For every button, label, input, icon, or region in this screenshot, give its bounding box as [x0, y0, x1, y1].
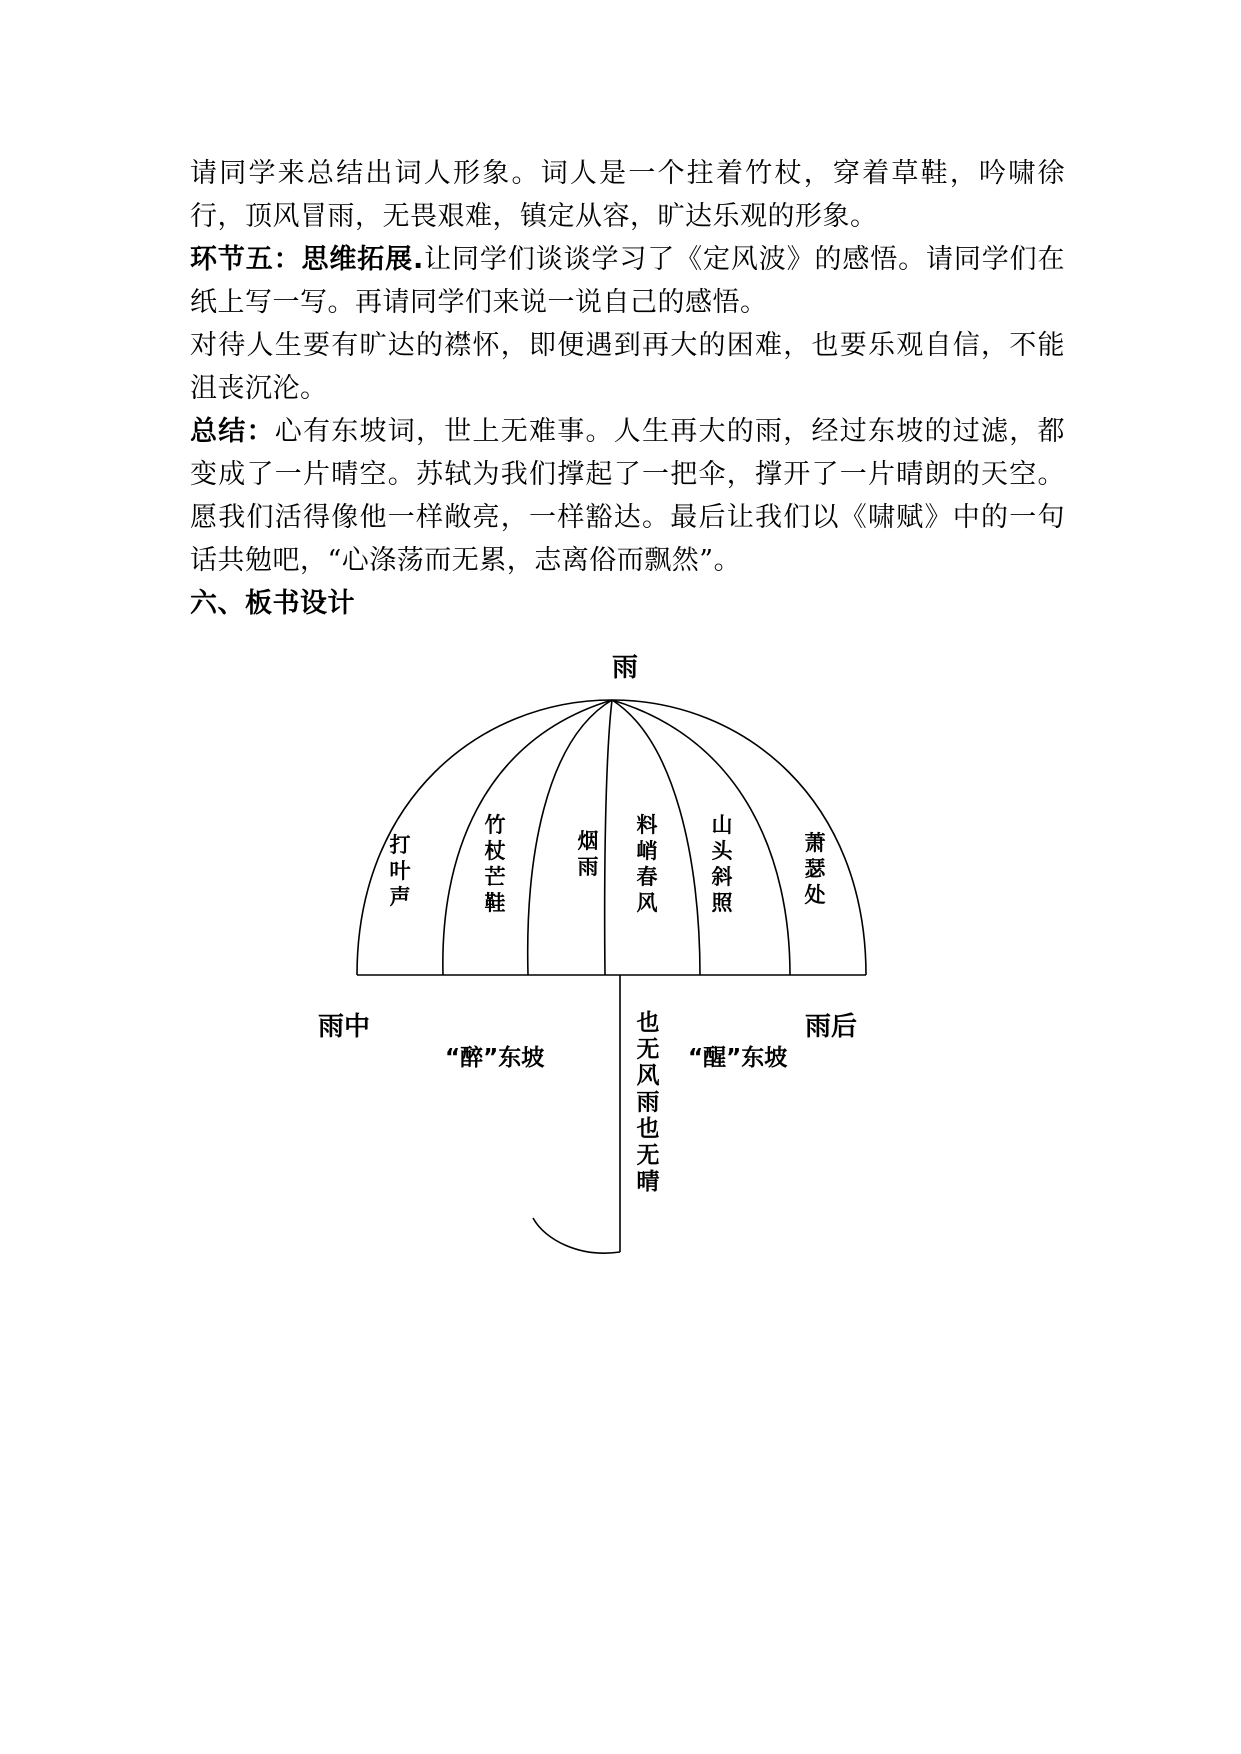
panel-label-5: 萧瑟处: [804, 831, 826, 907]
umbrella-rib: [605, 700, 612, 975]
paragraph-attitude: 对待人生要有旷达的襟怀，即便遇到再大的困难，也要乐观自信，不能沮丧沉沦。: [190, 330, 1065, 404]
conclusion-label: 总结：: [190, 416, 275, 447]
right-label: 雨后: [805, 1012, 858, 1042]
panel-label-4: 山头斜照: [711, 813, 733, 915]
section-heading: 六、板书设计: [190, 588, 355, 619]
umbrella-rib: [612, 700, 700, 975]
panel-label-2: 烟雨: [577, 829, 599, 879]
umbrella-rib: [612, 700, 790, 975]
left-label: 雨中: [318, 1012, 371, 1042]
panel-label-0: 打叶声: [389, 833, 411, 909]
right-sub-label: “醒”东坡: [688, 1045, 788, 1071]
step-five-label: 环节五：思维拓展.: [190, 244, 424, 275]
panel-label-3: 料峭春风: [636, 813, 658, 915]
left-sub-label: “醉”东坡: [445, 1045, 545, 1071]
paragraph-summary-image: 请同学来总结出词人形象。词人是一个拄着竹杖，穿着草鞋，吟啸徐行，顶风冒雨，无畏艰难，镇定从容，旷达乐观的形象。: [190, 158, 1065, 232]
paragraph-step-five: 环节五：思维拓展.让同学们谈谈学习了《定风波》的感悟。请同学们在纸上写一写。再请同学们来说一说自己的感悟。: [190, 244, 1066, 318]
umbrella-rib: [528, 700, 612, 975]
umbrella-hook: [533, 1218, 620, 1253]
handle-text-label: 也无风雨也无晴: [636, 1010, 660, 1195]
top-label: 雨: [611, 653, 639, 683]
panel-label-1: 竹杖芒鞋: [484, 813, 506, 915]
umbrella-canopy: [357, 700, 866, 975]
paragraph-conclusion: 总结：心有东坡词，世上无难事。人生再大的雨，经过东坡的过滤，都变成了一片晴空。苏轼为我们撑起了一把伞，撑开了一片晴朗的天空。愿我们活得像他一样敞亮，一样豁达。最后让我们以《啸赋》中的一句话共勉吧，“心涤荡而无累，志离俗而飘然”。: [190, 416, 1065, 576]
handle-text: [637, 1009, 660, 1195]
